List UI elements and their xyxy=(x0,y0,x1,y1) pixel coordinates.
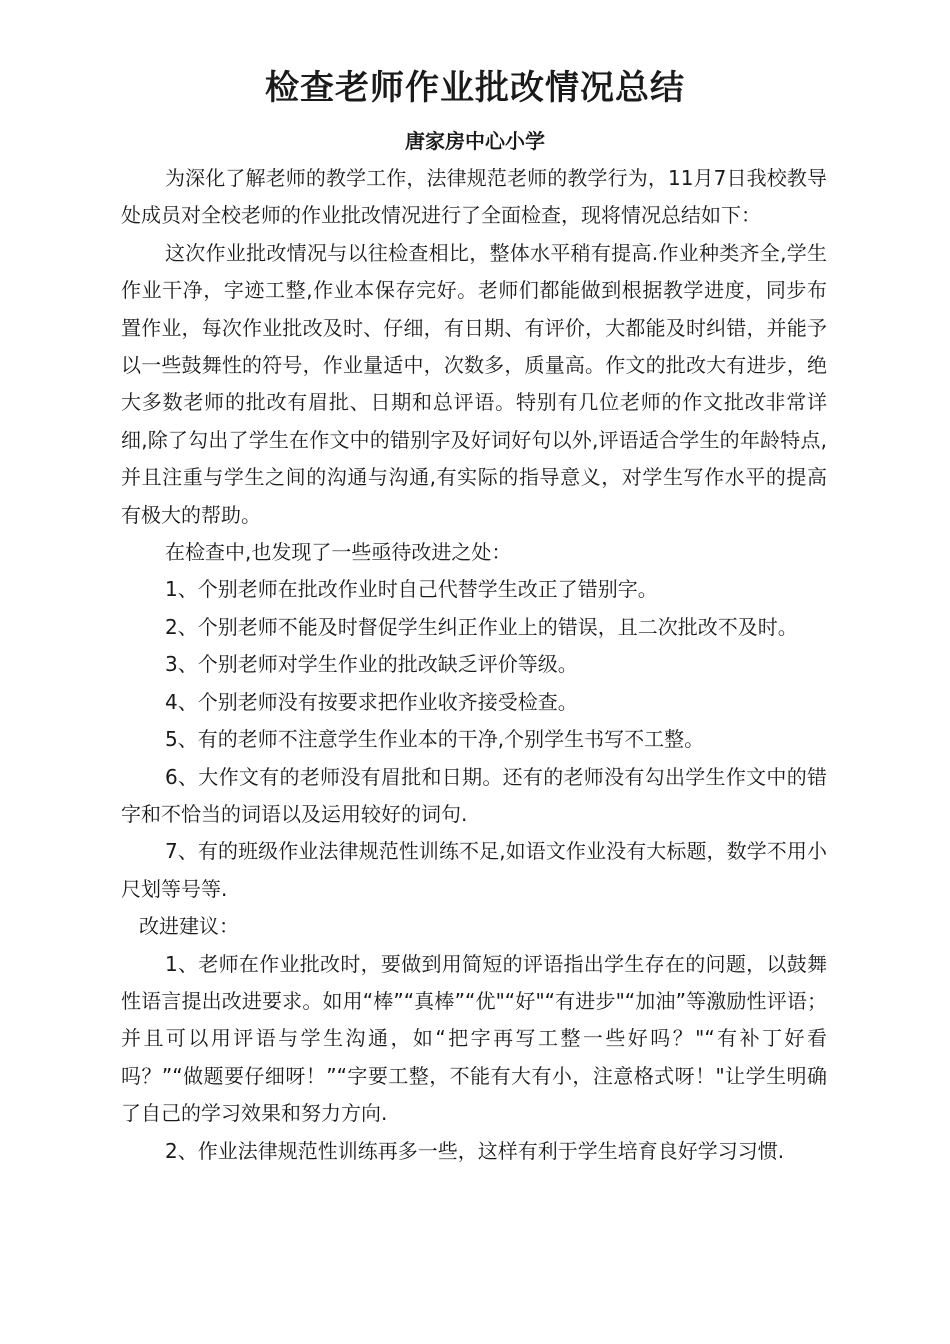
issue-item-4: 4、个别老师没有按要求把作业收齐接受检查。 xyxy=(165,689,578,714)
issue-item-3: 3、个别老师对学生作业的批改缺乏评价等级。 xyxy=(165,652,578,677)
suggestion-item-1: 1、老师在作业批改时，要做到用简短的评语指出学生存在的问题，以鼓舞性语言提出改进要求。如用“棒”“真棒”“优"“好"“有进步"“加油”等激励性评语；并且可以用评语与学生沟通，如“把字再写工整一些好吗？"“有补丁好看吗？”“做题要仔细呀！”“字要工整，不能有大有小，注意格式呀！"让学生明确了自己的学习效果和努力方向. xyxy=(121,951,827,1126)
document-body xyxy=(121,160,827,1170)
issue-item-5: 5、有的老师不注意学生作业本的干净,个别学生书写不工整。 xyxy=(165,727,705,752)
suggestion-item-2: 2、作业法律规范性训练再多一些，这样有利于学生培育良好学习习惯. xyxy=(165,1138,785,1163)
intro-paragraph: 为深化了解老师的教学工作，法律规范老师的教学行为，11月7日我校教导处成员对全校老师的作业批改情况进行了全面检查，现将情况总结如下： xyxy=(121,166,827,228)
issue-item-2: 2、个别老师不能及时督促学生纠正作业上的错误，且二次批改不及时。 xyxy=(165,614,798,639)
issues-intro: 在检查中,也发现了一些亟待改进之处： xyxy=(165,540,512,565)
school-name: 唐家房中心小学 xyxy=(405,129,545,153)
issue-item-6: 6、大作文有的老师没有眉批和日期。还有的老师没有勾出学生作文中的错字和不恰当的词语以及运用较好的词句. xyxy=(121,764,827,826)
document-title: 检查老师作业批改情况总结 xyxy=(265,68,685,108)
issue-item-1: 1、个别老师在批改作业时自己代替学生改正了错别字。 xyxy=(165,577,658,602)
suggestions-heading: 改进建议： xyxy=(139,914,239,939)
findings-paragraph: 这次作业批改情况与以往检查相比，整体水平稍有提高.作业种类齐全,学生作业干净，字迹工整,作业本保存完好。老师们都能做到根据教学进度，同步布置作业，每次作业批改及时、仔细，有日期、有评价，大都能及时纠错，并能予以一些鼓舞性的符号，作业量适中，次数多，质量高。作文的批改大有进步，绝大多数老师的批改有眉批、日期和总评语。特别有几位老师的作文批改非常详细,除了勾出了学生在作文中的错别字及好词好句以外,评语适合学生的年龄特点,并且注重与学生之间的沟通与沟通,有实际的指导意义，对学生写作水平的提高有极大的帮助。 xyxy=(121,240,827,527)
issue-item-7: 7、有的班级作业法律规范性训练不足,如语文作业没有大标题，数学不用小尺划等号等. xyxy=(121,839,827,901)
